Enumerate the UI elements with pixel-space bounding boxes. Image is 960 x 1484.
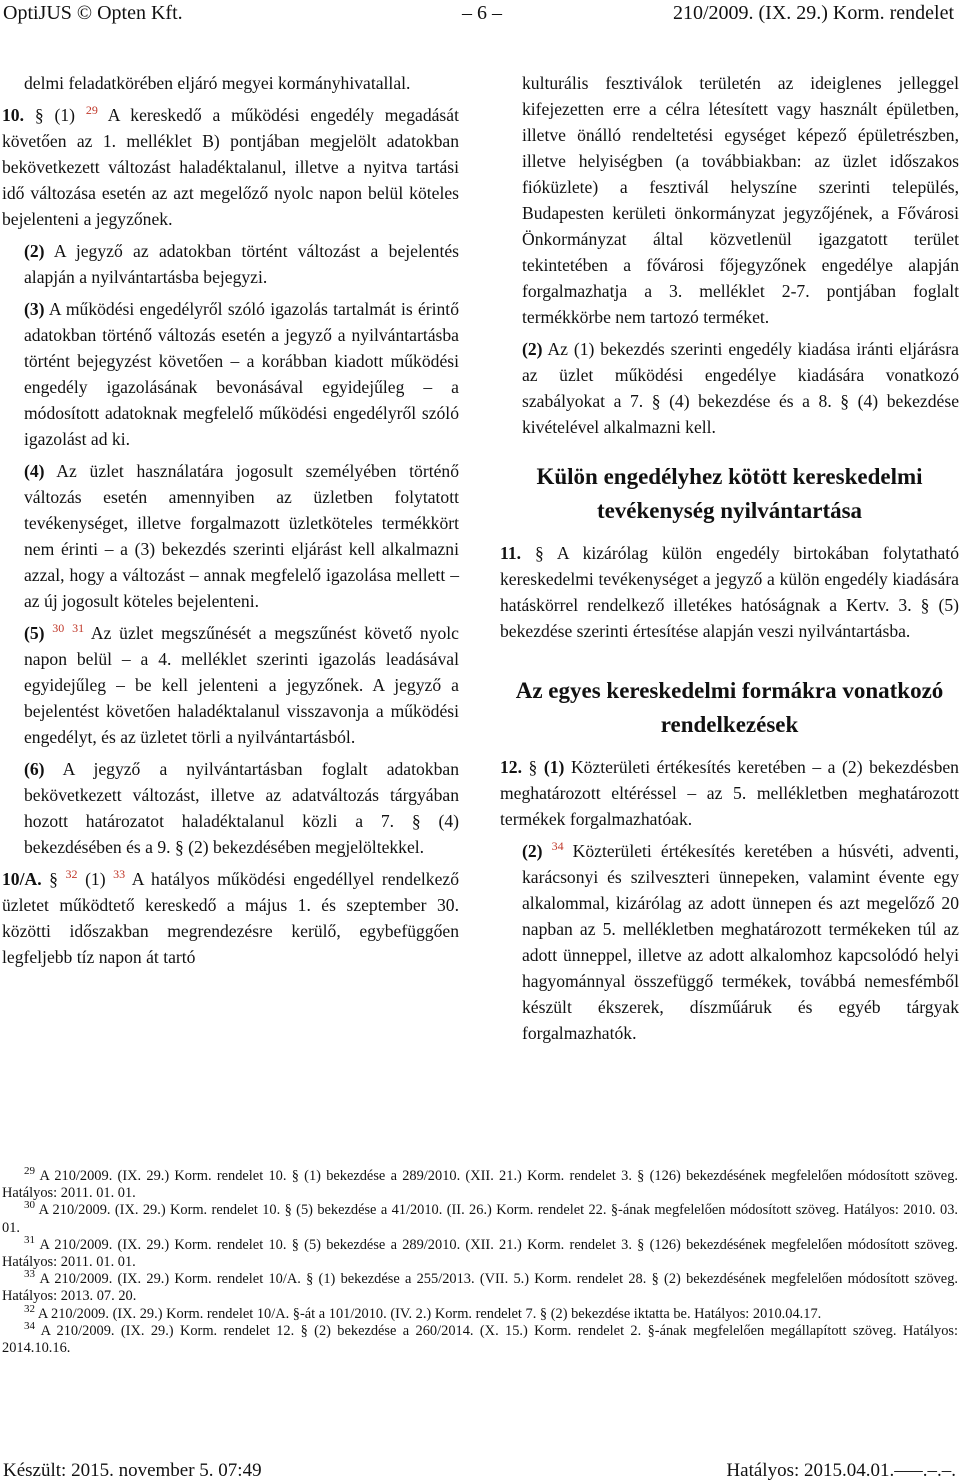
section-10-paragraph-2: [2, 238, 459, 290]
section-10a-continuation: [500, 70, 959, 330]
page-footer: [0, 1460, 960, 1484]
section-number: 10/A.: [2, 869, 42, 889]
subsection-number: (2): [522, 841, 543, 861]
subsection-number: (6): [24, 759, 45, 779]
section-12-paragraph-2: [500, 838, 959, 1046]
paragraph-text: Közterületi értékesítés keretében a húsvéti, adventi, karácsonyi és szilveszteri ünnepeken, valamint évente egy alkalommal, kizárólag az adott ünnepen és azt megelőző 20 napban az 5. mellékletben meghatározott termékeken túl az adott ünneppel, illetve az adott alkalomhoz kapcsolódó helyi hagyománnyal összefüggő termékek, továbbá nemesfémből készült ékszerek, díszműáruk és egyéb tárgyak forgalmazhatók.: [522, 841, 959, 1043]
footnote-number: 31: [24, 1234, 35, 1247]
footnote-text: A 210/2009. (IX. 29.) Korm. rendelet 10. § (5) bekezdése a 289/2010. (XII. 21.) Korm. rendelet 3. § (126) bekezdésének megfelelően módosított szöveg. Hatályos: 2011. 01. 01.: [2, 1236, 958, 1271]
footer-effective-date: Hatályos: 2015.04.01.–––.–.–.: [726, 1460, 956, 1481]
footnote-34: [2, 1320, 958, 1357]
section-10a-paragraph-1: [2, 866, 459, 970]
paragraph-text: A jegyző az adatokban történt változást a bejelentés alapján a nyilvántartásba bejegyzi.: [24, 241, 459, 287]
paragraph-text: Az üzlet használatára jogosult személyében történő változás esetén amennyiben az üzletben folytatott tevékenységet, illetve forgalmazott üzletköteles termékkört nem érinti – a (3) bekezdés szerinti eljárást kell alkalmazni azzal, hogy a változást – annak megfelelő igazolása mellett – az új jogosult köteles bejelenteni.: [24, 461, 460, 611]
subsection-number: (2): [24, 241, 45, 261]
footnote-text: A 210/2009. (IX. 29.) Korm. rendelet 10. § (1) bekezdése a 289/2010. (XII. 21.) Korm. rendelet 3. § (126) bekezdésének megfelelően módosított szöveg. Hatályos: 2011. 01. 01.: [2, 1168, 958, 1202]
section-number: 12.: [500, 757, 522, 777]
footnote-33: [2, 1268, 958, 1305]
subsection-number: (3): [24, 299, 45, 319]
paragraph-text: A kizárólag külön engedély birtokában folytatható kereskedelmi tevékenységet a jegyző a külön engedély kiadására hatáskörrel rendelkező illetékes hatóságnak a Kertv. 3. § (5) bekezdése szerinti értesítése alapján veszi nyilvántartásba.: [500, 543, 959, 641]
paragraph-continuation: [2, 70, 459, 96]
right-column: [500, 70, 959, 1046]
footnote-link-34[interactable]: 34: [551, 839, 564, 854]
footnote-number: 29: [24, 1165, 35, 1178]
footnote-text: A 210/2009. (IX. 29.) Korm. rendelet 10. § (5) bekezdése a 41/2010. (II. 26.) Korm. rendelet 22. §-ának megfelelően módosított szöveg. Hatályos: 2010. 03. 01.: [2, 1202, 958, 1236]
header-publisher: OptiJUS © Opten Kft.: [3, 2, 183, 24]
subsection-number: (1): [54, 105, 75, 125]
subsection-number: (5): [24, 623, 45, 643]
section-10-paragraph-6: [2, 756, 459, 860]
footnote-number: 30: [24, 1199, 35, 1212]
footnote-30: [2, 1199, 958, 1236]
paragraph-text: A hatályos működési engedéllyel rendelkező üzletet működtető kereskedő a május 1. és szeptember 30. közötti időszakban megrendezésre kerülő, egybefüggően legfeljebb tíz napon át tartó: [2, 869, 460, 967]
section-10-paragraph-5: [2, 620, 459, 750]
section-sign: §: [535, 543, 544, 563]
section-sign: §: [528, 757, 538, 777]
paragraph-text: A működési engedélyről szóló igazolás tartalmát is érintő adatokban történő változás esetén a jegyző a nyilvántartásba történt bejegyzést követően – a korábban kiadott működési engedély igazolásának bevonásával egyidejűleg – a módosított adatoknak megfelelő működési engedélyről szóló igazolást ad ki.: [24, 299, 459, 449]
section-number: 10.: [2, 105, 24, 125]
subsection-number: (4): [24, 461, 45, 481]
section-number: 11.: [500, 543, 522, 563]
footnote-number: 33: [24, 1268, 35, 1281]
subsection-number: (1): [543, 757, 565, 777]
footnote-31: [2, 1234, 958, 1271]
left-column: [2, 70, 459, 970]
header-page-number: – 6 –: [462, 2, 502, 24]
footnote-text: A 210/2009. (IX. 29.) Korm. rendelet 10/A. §-át a 101/2010. (IV. 2.) Korm. rendelet 7. § (2) bekezdése iktatta be. Hatályos: 2010.04.17.: [37, 1305, 822, 1322]
paragraph-text: A kereskedő a működési engedély megadását követően az 1. melléklet B) pontjában megjelölt adatokban bekövetkezett változást haladéktalanul, illetve a nyitva tartási idő változása esetén az azt megelőző nyolc napon belül köteles bejelenteni a jegyzőnek.: [2, 105, 459, 229]
subsection-number: (2): [522, 339, 543, 359]
section-10a-paragraph-2: [500, 336, 959, 440]
footnote-link-32[interactable]: 32: [65, 867, 78, 882]
footnote-text: A 210/2009. (IX. 29.) Korm. rendelet 10/A. § (1) bekezdése a 255/2013. (VII. 5.) Korm. rendelet 28. § (2) bekezdésének megfelelően módosított szöveg. Hatályos: 2013. 07. 20.: [2, 1271, 958, 1305]
footnote-number: 32: [24, 1302, 35, 1315]
paragraph-text: kulturális fesztiválok területén az ideiglenes jelleggel kifejezetten erre a célra létesített vagy használt épületben, illetve önálló rendeltetési egységet képező épületrészben, illetve helyiségben (a továbbiakban: az üzlet időszakos fióküzlete) a fesztivál helyszíne szerinti település, Budapesten kerületi önkormányzat jegyzőjének, a Fővárosi Önkormányzat által közvetlenül igazgatott terület tekintetében a fővárosi főjegyzőnek engedélye alapján forgalmazhatja a 3. melléklet 2-7. pontjában foglalt termékkörbe nem tartozó terméket.: [522, 73, 959, 327]
paragraph-text: Az üzlet megszűnését a megszűnést követő nyolc napon belül – a 4. melléklet szerinti igazolás leadásával egyidejűleg – be kell jelenteni a jegyzőnek. A jegyző a bejelentést követően haladéktalanul visszavonja a működési engedélyt, és az üzletet törli a nyilvántartásból.: [24, 623, 459, 747]
page-header: [0, 0, 960, 26]
footnote-link-29[interactable]: 29: [85, 103, 98, 118]
subsection-number: (1): [85, 869, 106, 889]
section-sign: §: [49, 869, 58, 889]
section-12-paragraph-1: [500, 754, 959, 832]
paragraph-text: Az (1) bekezdés szerinti engedély kiadása iránti eljárásra az üzlet működési engedélye kiadására vonatkozó szabályokat a 7. § (4) bekezdése és a 8. § (4) bekezdése kivételével alkalmazni kell.: [522, 339, 959, 437]
footnote-number: 34: [24, 1320, 35, 1333]
header-regulation-title: 210/2009. (IX. 29.) Korm. rendelet: [672, 2, 954, 24]
section-sign: §: [34, 105, 44, 125]
section-heading-special-license: Külön engedélyhez kötött kereskedelmi tevékenység nyilvántartása: [536, 464, 923, 523]
footnote-link-31[interactable]: 31: [72, 621, 85, 636]
paragraph-text: delmi feladatkörében eljáró megyei kormányhivatallal.: [24, 73, 411, 93]
footnote-link-30[interactable]: 30: [52, 621, 65, 636]
section-10-paragraph-4: [2, 458, 459, 614]
footer-created-date: Készült: 2015. november 5. 07:49: [3, 1460, 262, 1481]
footnote-text: A 210/2009. (IX. 29.) Korm. rendelet 12. § (2) bekezdése a 260/2014. (X. 15.) Korm. rendelet 2. §-ának megfelelően megállapított szöveg. Hatályos: 2014.10.16.: [2, 1322, 958, 1357]
paragraph-text: A jegyző a nyilvántartásban foglalt adatokban bekövetkezett változást, illetve az adatváltozás tárgyában hozott határozatot haladéktalanul közli a 7. § (4) bekezdésében és a 9. § (2) bekezdésében megjelöltekkel.: [24, 759, 459, 857]
footnotes-block: [2, 1165, 958, 1357]
section-10-paragraph-3: [2, 296, 459, 452]
section-11-paragraph: [500, 540, 959, 644]
footnote-29: [2, 1165, 958, 1202]
paragraph-text: Közterületi értékesítés keretében – a (2) bekezdésben meghatározott eltéréssel – az 5. mellékletben meghatározott termékek forgalmazhatóak.: [500, 757, 959, 829]
footnote-link-33[interactable]: 33: [113, 867, 126, 882]
section-10-paragraph-1: [2, 102, 459, 232]
section-heading-commercial-forms: Az egyes kereskedelmi formákra vonatkozó rendelkezések: [515, 678, 944, 737]
footnote-32: [2, 1302, 958, 1323]
